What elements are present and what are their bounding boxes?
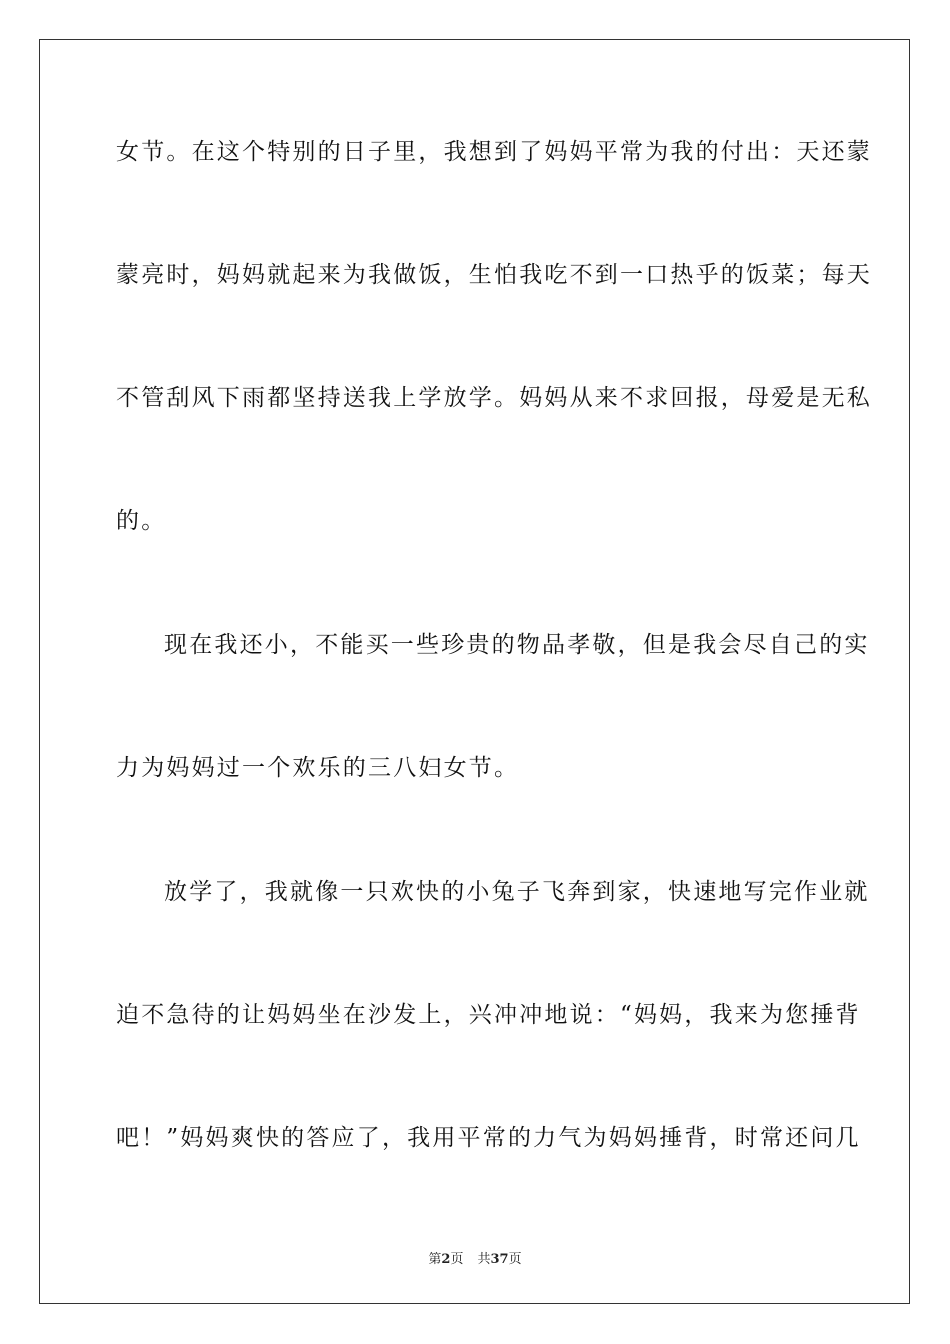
total-suffix: 页 [508,1252,522,1267]
body-line-7: 放学了，我就像一只欢快的小兔子飞奔到家，快速地写完作业就 [164,879,870,905]
body-line-8: 迫不急待的让妈妈坐在沙发上，兴冲冲地说：“妈妈，我来为您捶背 [116,1002,861,1028]
page-footer [0,1248,950,1267]
body-line-1: 女节。在这个特别的日子里，我想到了妈妈平常为我的付出：天还蒙 [116,139,872,165]
page-border [39,39,910,1304]
page-suffix: 页 [450,1252,464,1267]
total-pages: 37 [490,1252,509,1267]
total-prefix: 共 [477,1252,491,1267]
body-line-3: 不管刮风下雨都坚持送我上学放学。妈妈从来不求回报，母爱是无私 [116,385,872,411]
body-line-4: 的。 [116,508,167,534]
page-prefix: 第 [428,1252,442,1267]
body-line-9: 吧！”妈妈爽快的答应了，我用平常的力气为妈妈捶背，时常还问几 [116,1125,861,1151]
body-line-2: 蒙亮时，妈妈就起来为我做饭，生怕我吃不到一口热乎的饭菜；每天 [116,262,872,288]
body-line-5: 现在我还小，不能买一些珍贵的物品孝敬，但是我会尽自己的实 [164,632,870,658]
page-number: 2 [441,1252,451,1267]
body-line-6: 力为妈妈过一个欢乐的三八妇女节。 [116,755,520,781]
